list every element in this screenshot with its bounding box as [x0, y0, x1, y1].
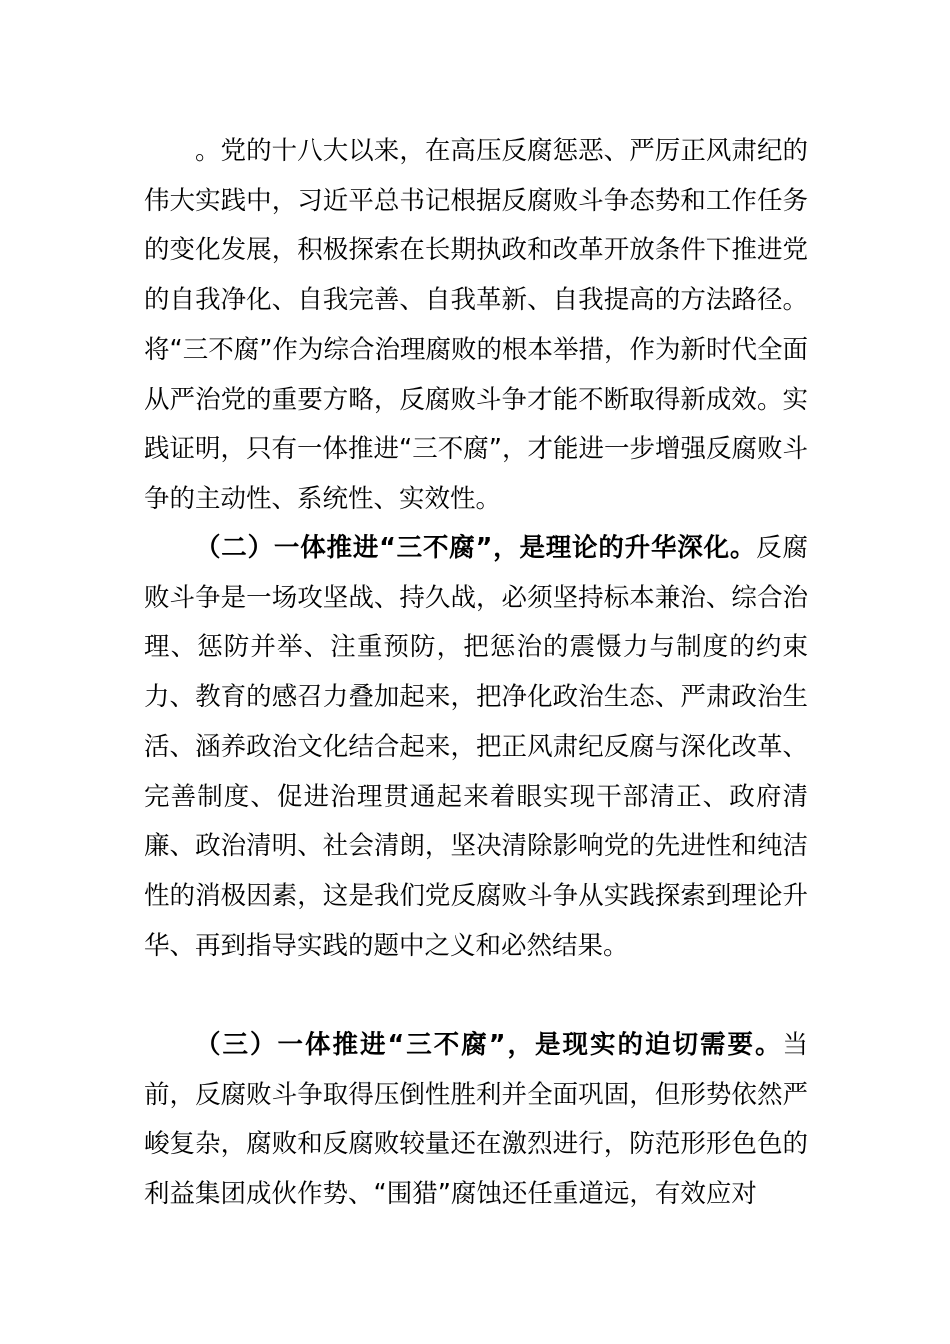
- paragraph-2: [144, 524, 808, 971]
- paragraph-1-body: 。党的十八大以来，在高压反腐惩恶、严厉正风肃纪的伟大实践中，习近平总书记根据反腐败斗争态势和工作任务的变化发展，积极探索在长期执政和改革开放条件下推进党的自我净化、自我完善、自我革新、自我提高的方法路径。将“三不腐”作为综合治理腐败的根本举措，作为新时代全面从严治党的重要方略，反腐败斗争才能不断取得新成效。实践证明，只有一体推进“三不腐”，才能进一步增强反腐败斗争的主动性、系统性、实效性。: [144, 136, 808, 514]
- paragraph-3: [144, 1021, 808, 1220]
- paragraph-3-heading: （三）一体推进“三不腐”，是现实的迫切需要。: [195, 1030, 783, 1060]
- paragraph-2-heading: （二）一体推进“三不腐”，是理论的升华深化。: [195, 533, 757, 563]
- paragraph-1-text: [144, 127, 808, 525]
- paragraph-3-body: 当前，反腐败斗争取得压倒性胜利并全面巩固，但形势依然严峻复杂，腐败和反腐败较量还在激烈进行，防范形形色色的利益集团成伙作势、“围猎”腐蚀还任重道远，有效应对: [144, 1030, 808, 1210]
- paragraph-2-text: [144, 524, 808, 971]
- paragraph-1: [144, 127, 808, 525]
- paragraph-3-text: [144, 1021, 808, 1220]
- paragraph-2-body: 反腐败斗争是一场攻坚战、持久战，必须坚持标本兼治、综合治理、惩防并举、注重预防，把惩治的震慑力与制度的约束力、教育的感召力叠加起来，把净化政治生态、严肃政治生活、涵养政治文化结合起来，把正风肃纪反腐与深化改革、完善制度、促进治理贯通起来着眼实现干部清正、政府清廉、政治清明、社会清朗，坚决清除影响党的先进性和纯洁性的消极因素，这是我们党反腐败斗争从实践探索到理论升华、再到指导实践的题中之义和必然结果。: [144, 533, 808, 961]
